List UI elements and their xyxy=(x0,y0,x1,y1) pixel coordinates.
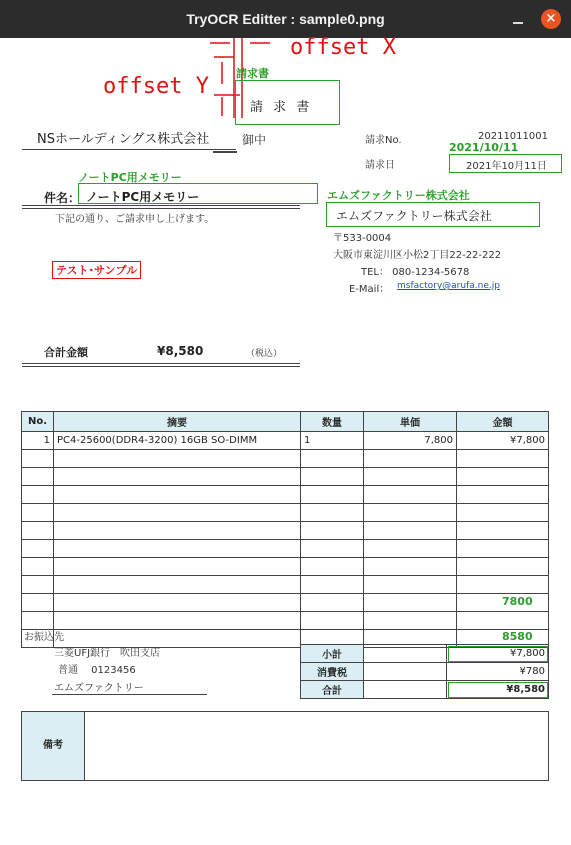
table-row xyxy=(22,612,549,630)
row-no xyxy=(22,504,54,522)
row-amount xyxy=(457,468,549,486)
table-row xyxy=(22,450,549,468)
total-value[interactable]: ¥8,580 xyxy=(447,681,549,699)
table-row xyxy=(22,558,549,576)
subject-value: ノートPC用メモリー xyxy=(86,190,200,204)
row-description xyxy=(54,486,301,504)
row-unit-price xyxy=(364,522,457,540)
tax-value: ¥780 xyxy=(447,663,549,681)
row-description xyxy=(54,540,301,558)
row-no: 1 xyxy=(22,432,54,450)
intro-text: 下記の通り、ご請求申し上げます。 xyxy=(55,214,215,225)
header-amount: 金額 xyxy=(457,412,549,432)
image-canvas xyxy=(0,35,571,845)
total-underline-1 xyxy=(22,363,300,364)
issuer-email-link[interactable]: msfactory@arufa.ne.jp xyxy=(397,281,500,291)
row-no xyxy=(22,540,54,558)
row-no xyxy=(22,468,54,486)
row-unit-price xyxy=(364,468,457,486)
total-underline-2 xyxy=(22,366,300,367)
invoice-no-value: 20211011001 xyxy=(478,131,548,142)
row-amount xyxy=(457,504,549,522)
row-description xyxy=(54,576,301,594)
row-no xyxy=(22,612,54,630)
subject-underline-2 xyxy=(22,208,300,209)
remarks-box xyxy=(21,711,549,781)
row-no xyxy=(22,558,54,576)
tax-included-note: （税込） xyxy=(246,349,283,359)
row-no xyxy=(22,450,54,468)
honorific: 御中 xyxy=(242,133,267,147)
bank-name: 三菱UFJ銀行 吹田支店 xyxy=(54,648,161,659)
row-quantity: 1 xyxy=(301,432,364,450)
row-quantity xyxy=(301,486,364,504)
offset-y-label: offset Y xyxy=(103,74,209,99)
issuer-tel: TEL： 080-1234-5678 xyxy=(361,267,470,278)
items-table xyxy=(21,411,549,648)
row-unit-price xyxy=(364,576,457,594)
minimize-button[interactable] xyxy=(508,10,528,28)
total-amount-label: 合計金額 xyxy=(44,346,88,359)
total-amount-value: ¥8,580 xyxy=(157,344,204,358)
row-quantity xyxy=(301,504,364,522)
row-unit-price xyxy=(364,486,457,504)
ocr-label-doc-title: 請求書 xyxy=(236,67,269,80)
row-no xyxy=(22,594,54,612)
row-amount xyxy=(457,522,549,540)
row-quantity xyxy=(301,522,364,540)
tax-row xyxy=(301,663,549,681)
items-body xyxy=(22,432,549,648)
ocr-label-date: 2021/10/11 xyxy=(449,141,519,154)
remarks-label: 備考 xyxy=(22,712,85,780)
table-row xyxy=(22,540,549,558)
ocr-label-subtotal: 7800 xyxy=(502,595,533,608)
row-unit-price xyxy=(364,558,457,576)
invoice-date-label: 請求日 xyxy=(365,160,395,171)
issuer-name: エムズファクトリー株式会社 xyxy=(336,209,492,223)
row-amount xyxy=(457,486,549,504)
bank-label: お振込先 xyxy=(24,632,64,643)
row-quantity xyxy=(301,450,364,468)
subtotal-label: 小計 xyxy=(301,645,364,663)
total-row xyxy=(301,681,549,699)
row-unit-price xyxy=(364,612,457,630)
customer-name: NSホールディングス株式会社 xyxy=(37,132,210,147)
bank-holder: エムズファクトリー xyxy=(54,683,144,694)
row-no xyxy=(22,576,54,594)
bank-underline xyxy=(52,694,207,695)
row-amount xyxy=(457,558,549,576)
sample-stamp: テスト･サンプル xyxy=(52,261,141,279)
row-amount xyxy=(457,576,549,594)
subtotal-row xyxy=(301,645,549,663)
header-unit-price: 単価 xyxy=(364,412,457,432)
row-amount xyxy=(457,540,549,558)
customer-mark xyxy=(213,151,237,153)
row-quantity xyxy=(301,468,364,486)
row-description xyxy=(54,450,301,468)
ocr-label-item-name: ノートPC用メモリー xyxy=(78,171,182,184)
header-quantity: 数量 xyxy=(301,412,364,432)
row-no xyxy=(22,486,54,504)
row-no xyxy=(22,522,54,540)
tax-label: 消費税 xyxy=(301,663,364,681)
invoice-no-label: 請求No. xyxy=(365,135,402,146)
row-amount: ¥7,800 xyxy=(457,432,549,450)
ocr-label-company: エムズファクトリー株式会社 xyxy=(327,189,470,202)
subtotal-value[interactable]: ¥7,800 xyxy=(447,645,549,663)
invoice-date-value: 2021年10月11日 xyxy=(466,161,547,172)
row-unit-price: 7,800 xyxy=(364,432,457,450)
row-quantity xyxy=(301,558,364,576)
row-quantity xyxy=(301,594,364,612)
issuer-address: 大阪市東淀川区小松2丁目22-22-222 xyxy=(333,250,502,261)
table-row xyxy=(22,486,549,504)
subject-underline-1 xyxy=(22,205,300,206)
ocr-label-total: 8580 xyxy=(502,630,533,643)
row-description xyxy=(54,612,301,630)
row-description xyxy=(54,522,301,540)
table-row xyxy=(22,522,549,540)
row-description: PC4-25600(DDR4-3200) 16GB SO-DIMM xyxy=(54,432,301,450)
close-button[interactable]: × xyxy=(541,9,561,29)
row-unit-price xyxy=(364,504,457,522)
row-description xyxy=(54,594,301,612)
row-description xyxy=(54,504,301,522)
total-label: 合計 xyxy=(301,681,364,699)
bank-account: 普通 0123456 xyxy=(58,665,136,676)
row-amount xyxy=(457,612,549,630)
table-row xyxy=(22,594,549,612)
subject-label: 件名： xyxy=(44,191,81,205)
row-quantity xyxy=(301,540,364,558)
row-quantity xyxy=(301,612,364,630)
window-titlebar xyxy=(0,0,571,38)
issuer-email-label: E-Mail： xyxy=(349,284,390,295)
row-description xyxy=(54,468,301,486)
row-amount xyxy=(457,450,549,468)
items-header-row xyxy=(22,412,549,432)
table-row xyxy=(22,468,549,486)
header-no: No. xyxy=(22,412,54,432)
table-row xyxy=(22,504,549,522)
issuer-postal: 〒533-0004 xyxy=(333,233,392,244)
row-unit-price xyxy=(364,450,457,468)
doc-title: 請 求 書 xyxy=(250,100,313,115)
window-title: TryOCR Editter : sample0.png xyxy=(186,11,385,27)
offset-x-label: offset X xyxy=(290,35,396,60)
table-row xyxy=(22,432,549,450)
totals-table xyxy=(300,644,549,699)
header-description: 摘要 xyxy=(54,412,301,432)
row-unit-price xyxy=(364,594,457,612)
customer-underline xyxy=(22,149,236,150)
row-description xyxy=(54,558,301,576)
table-row xyxy=(22,576,549,594)
row-quantity xyxy=(301,576,364,594)
row-unit-price xyxy=(364,540,457,558)
